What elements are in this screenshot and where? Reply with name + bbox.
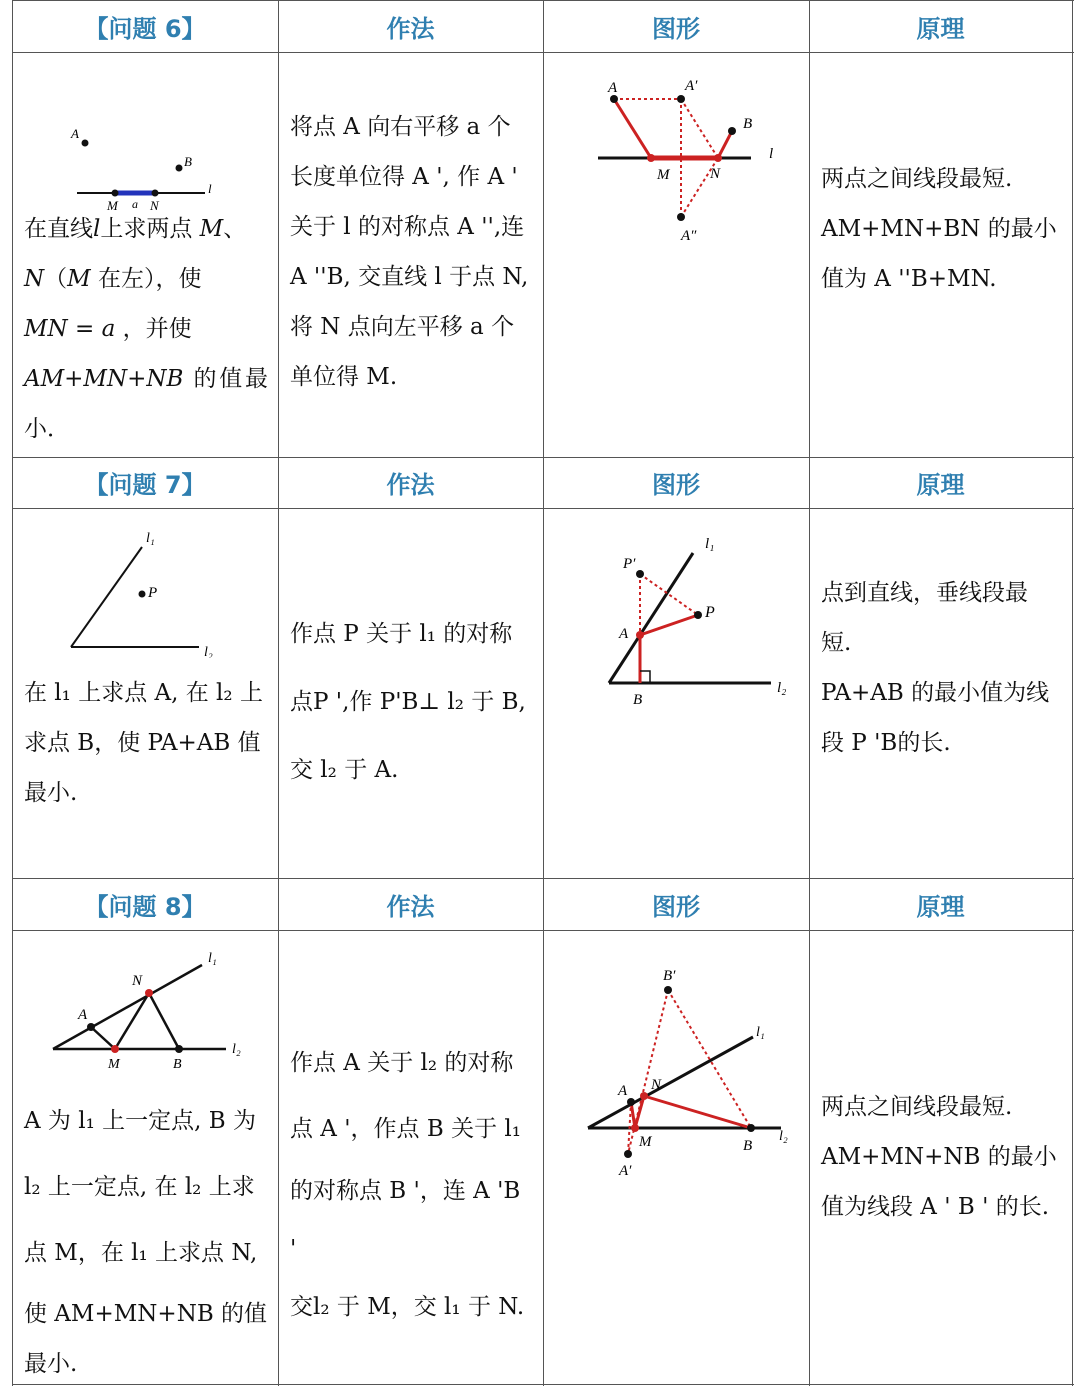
label-A-prime: A′	[619, 1163, 632, 1179]
method-header: 作法	[386, 14, 435, 43]
label-N: N	[132, 973, 143, 989]
problem-6-principle: 两点之间线段最短. AM+MN+BN 的最小 值为 A ''B+MN.	[821, 166, 1057, 292]
label-l1: l₁	[146, 531, 155, 546]
label-N: N	[150, 198, 159, 212]
label-l1: l₁	[705, 536, 715, 552]
label-A: A	[619, 626, 629, 642]
problem-6-solution-figure	[543, 52, 809, 457]
label-N: N	[651, 1077, 662, 1093]
method-header: 作法	[386, 892, 435, 921]
label-A: A	[608, 80, 618, 96]
problem-6-title: 【问题 6】	[84, 14, 206, 43]
label-a: a	[132, 197, 138, 211]
principle-header: 原理	[916, 471, 965, 499]
label-A: A	[78, 1007, 88, 1023]
label-B: B	[184, 154, 192, 169]
label-l: l	[769, 146, 774, 162]
problem-7-method: 作点 P 关于 l₁ 的对称 点P ',作 P'B⊥ l₂ 于 B, 交 l₂ 于 A.	[290, 621, 526, 783]
label-A: A	[618, 1083, 628, 1099]
problem-8-principle: 两点之间线段最短. AM+MN+NB 的最小 值为线段 A ' B ' 的长.	[821, 1094, 1057, 1220]
label-l2: l₂	[777, 680, 787, 696]
label-A-prime: A′	[685, 78, 698, 94]
label-B: B	[173, 1057, 182, 1072]
principle-header: 原理	[916, 892, 965, 921]
label-P: P	[705, 604, 715, 621]
label-M: M	[639, 1134, 652, 1150]
label-l1: l₁	[756, 1025, 765, 1040]
label-A-double-prime: A″	[681, 228, 697, 244]
label-M: M	[657, 167, 670, 183]
label-M: M	[108, 1057, 120, 1072]
label-M: M	[107, 198, 118, 212]
figure-header: 图形	[652, 892, 700, 921]
method-table	[12, 0, 1074, 1386]
label-l: l	[208, 181, 212, 196]
problem-8-solution-figure	[543, 930, 809, 1384]
problem-7-question-figure	[12, 508, 278, 658]
label-B: B	[633, 692, 643, 708]
problem-6-method: 将点 A 向右平移 a 个 长度单位得 A ', 作 A ' 关于 l 的对称点 A '',连 A ''B, 交直线 l 于点 N, 将 N 点向左平移 a 个 单位得 M.	[290, 114, 529, 390]
label-P: P	[148, 585, 158, 601]
problem-6-statement-cell	[12, 52, 278, 457]
figure-header: 图形	[652, 471, 700, 499]
label-B: B	[743, 116, 753, 132]
principle-header: 原理	[916, 14, 965, 43]
label-l2: l₂	[204, 645, 213, 658]
label-B-prime: B′	[663, 968, 676, 984]
method-header: 作法	[386, 471, 435, 499]
problem-8-method: 作点 A 关于 l₂ 的对称 点 A '，作点 B 关于 l₁ 的对称点 B '，连 A 'B ' 交l₂ 于 M，交 l₁ 于 N.	[290, 1050, 525, 1320]
grid-line	[1072, 0, 1073, 1386]
problem-6-statement: 在直线l上求两点 M、 N（M 在左），使 MN = a ，并使 AM+MN+NB 的值最小．	[24, 216, 268, 442]
problem-7-principle: 点到直线，垂线段最 短. PA+AB 的最小值为线 段 P 'B的长.	[821, 580, 1050, 756]
label-l2: l₂	[232, 1042, 241, 1057]
label-B: B	[743, 1138, 753, 1154]
problem-6-question-figure	[12, 62, 278, 212]
label-A: A	[71, 126, 79, 141]
problem-7-statement: 在 l₁ 上求点 A, 在 l₂ 上 求点 B，使 PA+AB 值 最小.	[24, 680, 263, 806]
problem-7-solution-figure	[543, 508, 809, 878]
figure-header: 图形	[652, 14, 700, 43]
problem-8-statement: A 为 l₁ 上一定点, B 为 l₂ 上一定点, 在 l₂ 上求 点 M，在 l₁ 上求点 N, 使 AM+MN+NB 的值 最小.	[24, 1108, 268, 1377]
label-l1: l₁	[208, 951, 217, 966]
problem-7-title: 【问题 7】	[84, 471, 206, 499]
problem-8-question-figure	[12, 930, 278, 1080]
problem-8-title: 【问题 8】	[84, 892, 206, 921]
label-N: N	[710, 166, 721, 182]
label-P-prime: P′	[623, 556, 636, 572]
label-l2: l₂	[779, 1129, 788, 1144]
